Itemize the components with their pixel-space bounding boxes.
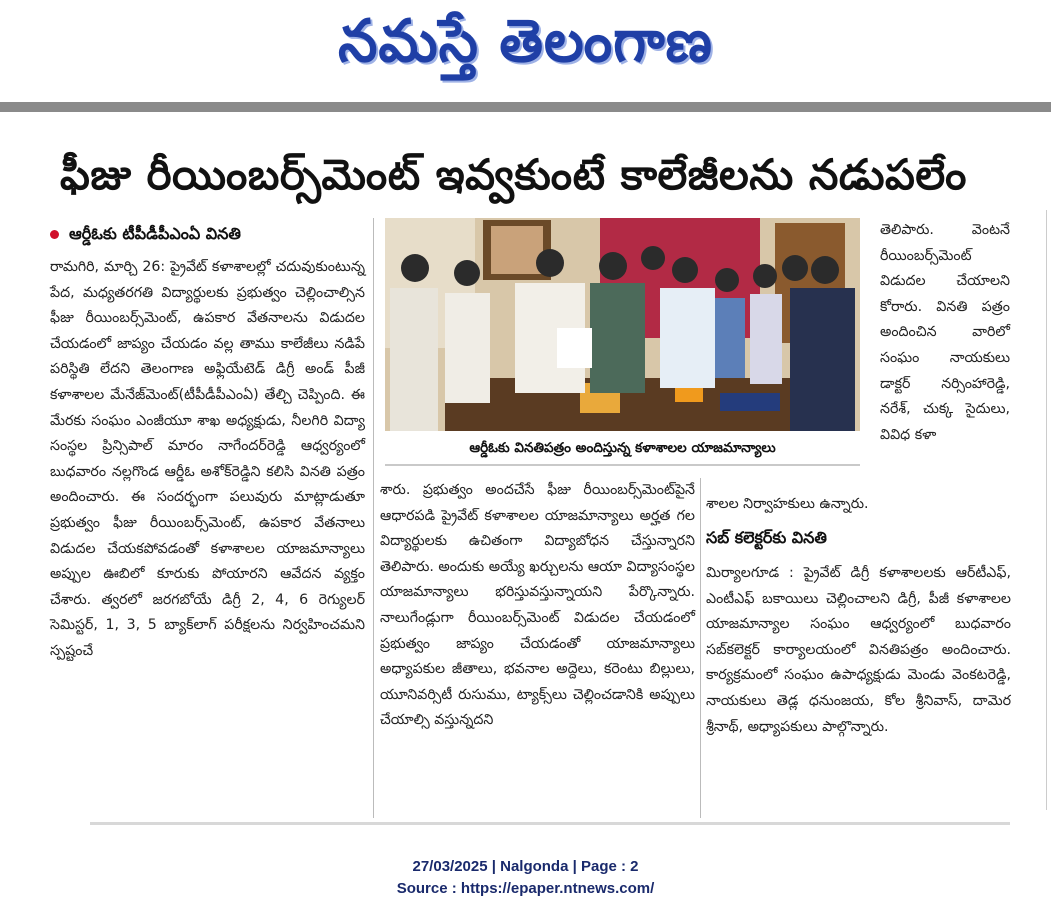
footer-date-edition: 27/03/2025 | Nalgonda | Page : 2 xyxy=(412,858,639,875)
column-divider-2 xyxy=(700,478,701,818)
newspaper-logo: నమస్తే తెలంగాణ xyxy=(338,7,713,76)
article-column-3-continued: శాలల నిర్వాహకులు ఉన్నారు. xyxy=(706,496,869,512)
article-column-3-top: తెలిపారు. వెంటనే రీయింబర్స్‌మెంట్ విడుదల చేయాలని కోరారు. వినతి పత్రం అందించిన వారిలో సంఘం నాయకులు డాక్టర్ నర్సింహారెడ్డి, నరేశ్, చుక్క సైదులు, వివిధ కళా xyxy=(880,222,1010,443)
photo-caption: ఆర్డీఓకు వినతిపత్రం అందిస్తున్న కళాశాలల యాజమాన్యాలు xyxy=(385,434,860,466)
subhead-subcollector: సబ్ కలెక్టర్‌కు వినతి xyxy=(706,528,827,547)
adjacent-page-edge xyxy=(1046,210,1051,810)
bullet-icon xyxy=(50,230,59,239)
bottom-divider xyxy=(90,822,1010,825)
subhead-rdo-text: ఆర్డీఓకు టీపీడీపీఎంఏ వినతి xyxy=(69,224,241,243)
subhead-rdo xyxy=(50,224,241,247)
news-photo xyxy=(385,218,860,431)
page-footer xyxy=(0,856,1051,900)
column-divider xyxy=(373,218,374,818)
article-column-2: శారు. ప్రభుత్వం అందచేసే ఫీజు రీయింబర్స్‌మెంట్‌పైనే ఆధారపడి ప్రైవేట్ కళాశాలల యాజమాన్యాలు అర్హత గల విద్యార్థులకు ఉచితంగా విద్యాబోధన చేస్తున్నారని తెలిపారు. అందుకు అయ్యే ఖర్చులను ఆయా విద్యాసంస్థల యాజమాన్యాలు భరిస్తువస్తున్నాయని పేర్కొన్నారు. నాలుగేండ్లుగా రీయింబర్స్‌మెంట్ విడుదల చేయడంలో ప్రభుత్వం జాప్యం చేయడంతో యాజమాన్యాలు అధ్యాపకుల జీతాలు, భవనాల అద్దెలు, కరెంటు బిల్లులు, యూనివర్సిటీ రుసుము, ట్యాక్స్‌లు చెల్లించడానికి అప్పులు చేయాల్సి వస్తున్నదని xyxy=(380,482,695,729)
footer-source: Source : https://epaper.ntnews.com/ xyxy=(396,880,655,897)
photo-illustration xyxy=(385,218,860,431)
masthead-divider xyxy=(0,102,1051,112)
article-column-1: రామగిరి, మార్చి 26: ప్రైవేట్ కళాశాలల్లో చదువుకుంటున్న పేద, మధ్యతరగతి విద్యార్థులకు ప్రభుత్వం చెల్లించాల్సిన ఫీజు రీయింబర్స్‌మెంట్, ఉపకార వేతనాలను విడుదల చేయడంలో జాప్యం చేయడం వల్ల తాము కాలేజీలు నడిపే పరిస్థితి లేదని తెలంగాణ అఫ్లియేటెడ్ డిగ్రీ అండ్ పీజీ కళాశాలల మేనేజ్‌మెంట్(టీపీడీపీఎంఏ) తేల్చి చెప్పింది. ఈ మేరకు సంఘం ఎంజీయూ శాఖ అధ్యక్షుడు, నీలగిరి విద్యా సంస్థల ప్రిన్సిపాల్ మారం నాగేందర్‌రెడ్డి ఆధ్వర్యంలో బుధవారం నల్లగొండ ఆర్డీఓ అశోక్‌రెడ్డిని కలిసి వినతి పత్రం అందించారు. ఈ సందర్భంగా పలువురు మాట్లాడుతూ ప్రభుత్వం ఫీజు రీయింబర్స్‌మెంట్, ఉపకార వేతనాలు విడుదల చేయకపోవడంతో కళాశాలల యాజమాన్యాలు అప్పుల ఊబిలో కూరుకు పోయారని ఆవేదన వ్యక్తం చేశారు. త్వరలో జరగబోయే డిగ్రీ 2, 4, 6 రెగ్యులర్ సెమిస్టర్, 1, 3, 5 బ్యాక్‌లాగ్ పరీక్షలను నిర్వహించమని స్పష్టంచే xyxy=(50,259,365,659)
article-headline: ఫీజు రీయింబర్స్‌మెంట్ ఇవ్వకుంటే కాలేజీలను నడుపలేం xyxy=(60,150,967,199)
masthead xyxy=(0,0,1051,100)
article-column-3-bottom: మిర్యాలగూడ : ప్రైవేట్ డిగ్రీ కళాశాలలకు ఆర్‌టీఎఫ్, ఎంటీఎఫ్ బకాయిలు చెల్లించాలని డిగ్రీ, పీజీ కళాశాలల యాజమాన్యాల సంఘం ఆధ్వర్యంలో బుధవారం సబ్‌కలెక్టర్ కార్యాలయంలో వినతిపత్రం అందించారు. కార్యక్రమంలో సంఘం ఉపాధ్యక్షుడు మెండు వెంకటరెడ్డి, నాయకులు తెడ్ల ధనుంజయ, కోల శ్రీనివాస్, దామెర శ్రీనాథ్, అధ్యాపకులు పాల్గొన్నారు. xyxy=(706,565,1011,735)
